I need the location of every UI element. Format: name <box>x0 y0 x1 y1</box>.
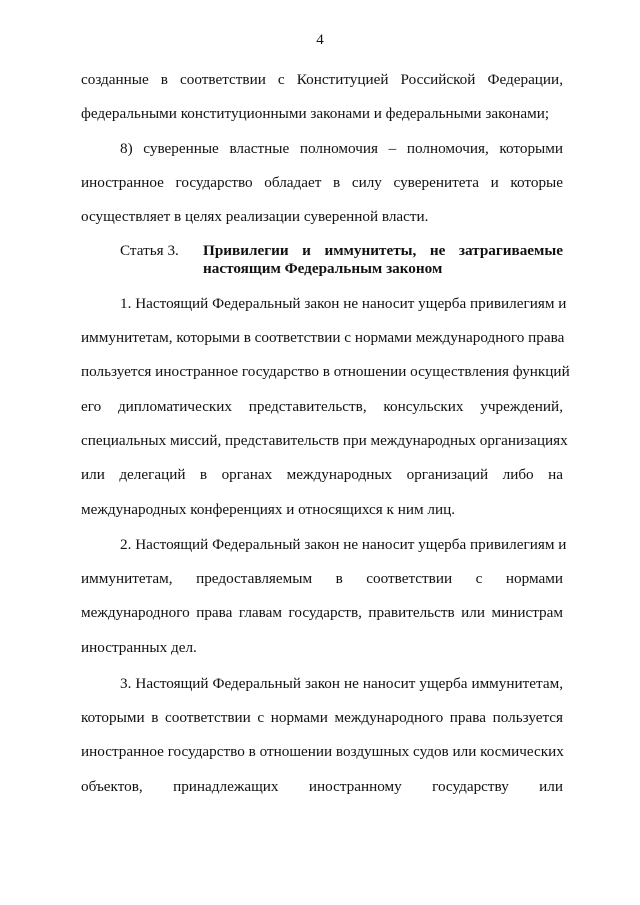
text-line: 2. Настоящий Федеральный закон не наносит ущерба привилегиям и <box>120 536 567 553</box>
text-line: 1. Настоящий Федеральный закон не наносит ущерба привилегиям и <box>120 295 567 312</box>
text-line: иностранное государство обладает в силу суверенитета и которые <box>81 174 563 191</box>
text-line: 8) суверенные властные полномочия – полномочия, которыми <box>120 140 563 157</box>
text-line: объектов, принадлежащих иностранному государству или <box>81 778 563 795</box>
text-line: иностранное государство в отношении воздушных судов или космических <box>81 743 564 760</box>
text-line: иммунитетам, которыми в соответствии с нормами международного права <box>81 329 565 346</box>
text-line: международного права главам государств, правительств или министрам <box>81 604 563 621</box>
text-line: пользуется иностранное государство в отношении осуществления функций <box>81 363 570 380</box>
text-line: или делегаций в органах международных организаций либо на <box>81 466 563 483</box>
article-label: Статья 3. <box>120 242 179 259</box>
text-line: иностранных дел. <box>81 639 197 656</box>
article-title: настоящим Федеральным законом <box>203 260 443 277</box>
text-line: осуществляет в целях реализации суверенной власти. <box>81 208 429 225</box>
text-line: его дипломатических представительств, консульских учреждений, <box>81 398 563 415</box>
page-number: 4 <box>316 32 324 48</box>
text-line: 3. Настоящий Федеральный закон не наносит ущерба иммунитетам, <box>120 675 563 692</box>
text-line: международных конференциях и относящихся к ним лиц. <box>81 501 455 518</box>
text-line: иммунитетам, предоставляемым в соответствии с нормами <box>81 570 563 587</box>
text-line: созданные в соответствии с Конституцией Российской Федерации, <box>81 71 563 88</box>
article-title: Привилегии и иммунитеты, не затрагиваемые <box>203 242 563 259</box>
text-line: специальных миссий, представительств при международных организациях <box>81 432 568 449</box>
text-line: федеральными конституционными законами и федеральными законами; <box>81 105 550 122</box>
text-line: которыми в соответствии с нормами международного права пользуется <box>81 709 563 726</box>
